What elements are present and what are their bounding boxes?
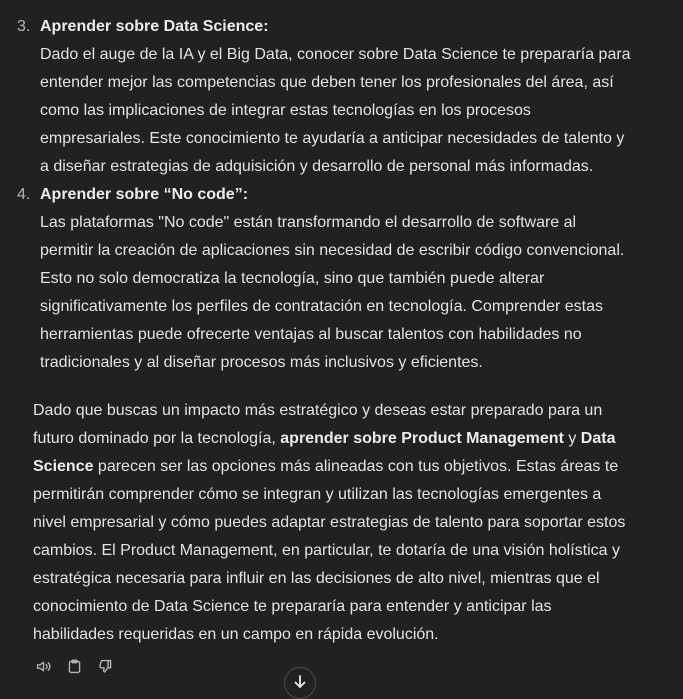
list-item-line: a diseñar estrategias de adquisición y desarrollo de personal más informadas. [40,158,594,175]
scroll-to-bottom-button[interactable] [284,667,316,699]
list-item-line: Esto no solo democratiza la tecnología, sino que también puede alterar [40,270,545,287]
recommendation-list [0,13,683,377]
read-aloud-button[interactable] [33,656,53,676]
list-item-line: entender mejor las competencias que deben tener los profesionales del área, así [40,74,614,91]
clipboard-icon [66,658,83,675]
bad-response-button[interactable] [95,656,115,676]
list-item-line: Las plataformas "No code" están transformando el desarrollo de software al [40,214,577,231]
list-item-heading: Aprender sobre “No code” [40,186,243,203]
list-item-line: significativamente los perfiles de contratación en tecnología. Comprender estas [40,298,603,315]
copy-button[interactable] [64,656,84,676]
list-item-line: herramientas puede ofrecerte ventajas al buscar talentos con habilidades no [40,326,582,343]
list-item: 4. Aprender sobre “No code”: Las plataformas "No code" están transformando el desarrollo de software al permitir la creación de aplicaciones sin necesidad de escribir código convencional. Esto no solo democratiza la tecnología, sino que también puede alterar significativamente los perfiles de contratación en tecnología. Comprender estas herramientas puede ofrecerte ventajas al buscar talentos con habilidades no tradicionales y al diseñar procesos más inclusivos y eficientes. [0,181,683,377]
list-item-line: tradicionales y al diseñar procesos más inclusivos y eficientes. [40,354,483,371]
list-item-line: permitir la creación de aplicaciones sin necesidad de escribir código convencional. [40,242,625,259]
list-item-number: 3. [17,18,31,35]
message-actions [33,656,115,676]
list-item: 3. Aprender sobre Data Science: Dado el auge de la IA y el Big Data, conocer sobre Data Science te prepararía para entender mejor las competencias que deben tener los profesionales del área, así como las implicaciones de integrar estas tecnologías en los procesos empresariales. Este conocimiento te ayudaría a anticipar necesidades de talento y a diseñar estrategias de adquisición y desarrollo de personal más informadas. [0,13,683,181]
speaker-icon [35,658,52,675]
list-item-number: 4. [17,186,31,203]
list-item-line: Dado el auge de la IA y el Big Data, conocer sobre Data Science te prepararía para [40,46,631,63]
thumbs-down-icon [97,658,114,675]
bold-product-management: aprender sobre Product Management [280,430,564,447]
list-item-line: empresariales. Este conocimiento te ayudaría a anticipar necesidades de talento y [40,130,625,147]
list-item-line: como las implicaciones de integrar estas tecnologías en los procesos [40,102,531,119]
summary-paragraph: Dado que buscas un impacto más estratégico y deseas estar preparado para un futuro dominado por la tecnología, aprender sobre Product Management y Data Science parecen ser las opciones más alineadas con tus objetivos. Estas áreas te permitirán comprender cómo se integran y utilizan las tecnologías emergentes a nivel empresarial y cómo puedes adaptar estrategias de talento para soportar estos cambios. El Product Management, en particular, te dotaría de una visión holística y estratégica necesaria para influir en las decisiones de alto nivel, mientras que el conocimiento de Data Science te prepararía para entender y anticipar las habilidades requeridas en un campo en rápida evolución. [33,402,626,643]
bold-data-science: Data [580,430,616,447]
list-item-heading: Aprender sobre Data Science [40,18,264,35]
